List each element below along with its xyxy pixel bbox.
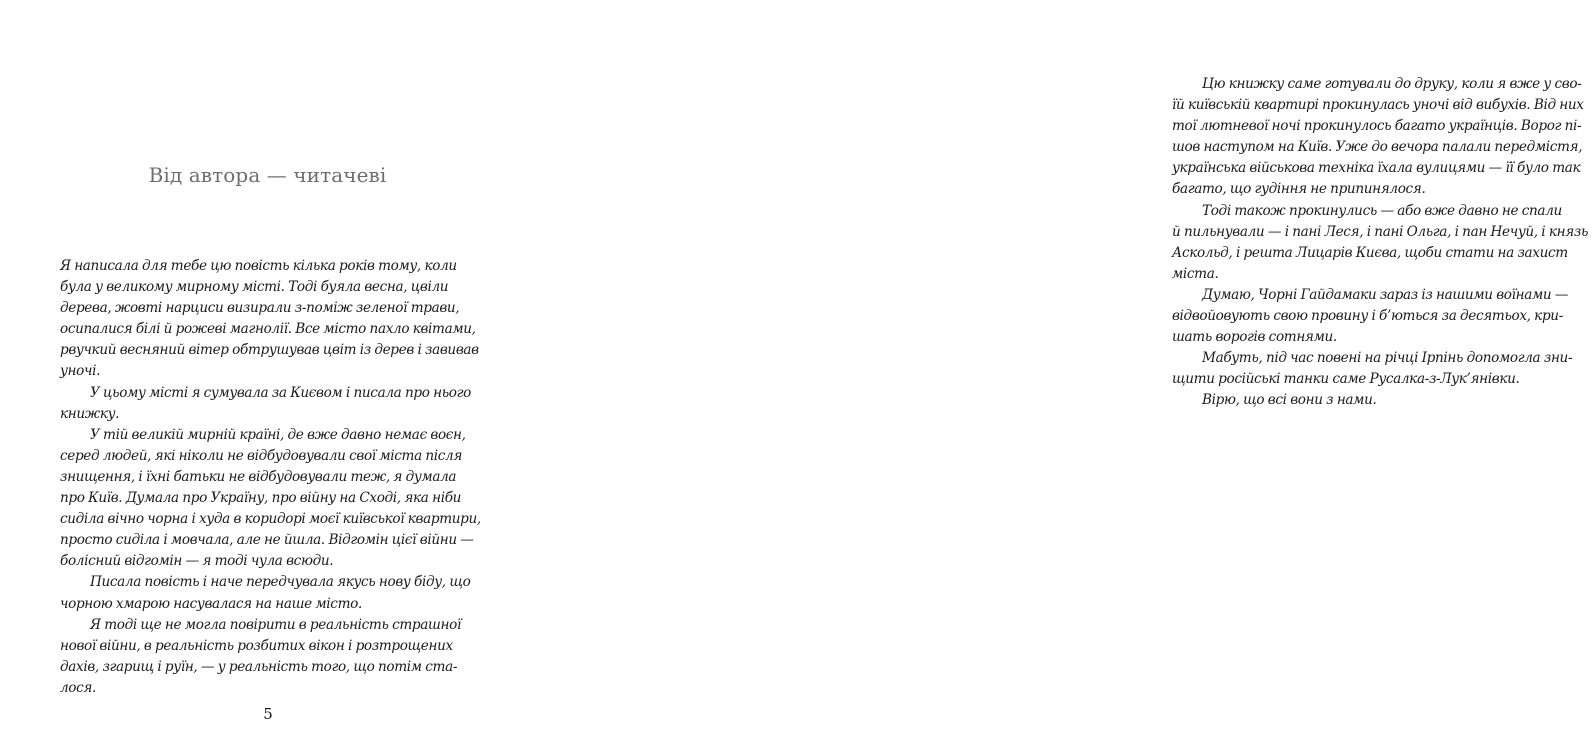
text-line: У тій великій мирній країні, де вже давно немає воєн, <box>90 426 466 443</box>
left-page-text <box>60 256 480 699</box>
text-line: чорною хмарою насувалася на наше місто. <box>60 595 362 612</box>
text-line: й пильнували — і пані Леся, і пані Ольга, і пан Нечуй, і князь <box>1172 223 1589 240</box>
text-line: книжку. <box>60 405 120 422</box>
text-line: Я тоді ще не могла повірити в реальність страшної <box>90 616 461 633</box>
text-line: осипалися білі й рожеві магнолії. Все місто пахло квітами, <box>60 321 476 338</box>
text-line: була у великому мирному місті. Тоді буяла весна, цвіли <box>60 279 449 296</box>
text-line: їй київській квартирі прокинулась уночі від вибухів. Від них <box>1172 97 1584 114</box>
text-line: Я написала для тебе цю повість кілька років тому, коли <box>60 258 457 274</box>
text-line: просто сиділа і мовчала, але не йшла. Відгомін цієї війни — <box>60 532 474 549</box>
text-line: Вірю, що всі вони з нами. <box>1202 392 1377 409</box>
text-line: дерева, жовті нарциси визирали з-поміж зеленої трави, <box>60 300 460 317</box>
text-line: відвойовують свою провину і б’ються за десятьох, кри- <box>1172 308 1563 325</box>
chapter-title: Від автора — читачеві <box>148 163 387 187</box>
text-line: багато, що гудіння не припинялося. <box>1172 181 1426 198</box>
text-line: Думаю, Чорні Гайдамаки зараз із нашими воїнами — <box>1202 286 1569 303</box>
text-line: нової війни, в реальність розбитих вікон і розтрощених <box>60 637 453 654</box>
text-line: уночі. <box>60 363 101 380</box>
text-line: українська військова техніка їхала вулицями — її було так <box>1172 160 1581 177</box>
text-line: про Київ. Думала про Україну, про війну на Сході, яка ніби <box>60 490 462 507</box>
text-line: Тоді також прокинулись — або вже давно не спали <box>1202 202 1562 219</box>
text-line: У цьому місті я сумувала за Києвом і писала про нього <box>90 384 471 401</box>
text-line: тої лютневої ночі прокинулось багато українців. Ворог пі- <box>1172 118 1582 135</box>
text-line: Цю книжку саме готували до друку, коли я вже у сво- <box>1202 76 1582 92</box>
text-line: серед людей, які ніколи не відбудовували свої міста після <box>60 447 463 464</box>
text-line: рвучкий весняний вітер обтрушував цвіт із дерев і завивав <box>60 342 479 359</box>
text-line: знищення, і їхні батьки не відбудовували теж, я думала <box>60 468 457 485</box>
left-page <box>0 0 548 752</box>
text-line: лося. <box>60 679 97 696</box>
text-line: Аскольд, і решта Лицарів Києва, щоби стати на захист <box>1172 244 1568 261</box>
right-page-text <box>1172 74 1592 412</box>
page-number: 5 <box>263 705 273 723</box>
text-line: міста. <box>1172 265 1219 282</box>
text-line: сиділа вічно чорна і худа в коридорі моєї київської квартири, <box>60 511 481 528</box>
text-line: шать ворогів сотнями. <box>1172 329 1337 346</box>
text-line: болісний відгомін — я тоді чула всюди. <box>60 553 334 570</box>
text-line: шов наступом на Київ. Уже до вечора палали передмістя, <box>1172 139 1583 156</box>
right-page <box>548 0 1589 752</box>
text-line: Писала повість і наче передчувала якусь нову біду, що <box>90 574 471 591</box>
text-line: щити російські танки саме Русалка-з-Лук’янівки. <box>1172 371 1520 388</box>
text-line: Мабуть, під час повені на річці Ірпінь допомогла зни- <box>1202 350 1573 367</box>
text-line: дахів, згарищ і руїн, — у реальність того, що потім ста- <box>60 658 458 675</box>
